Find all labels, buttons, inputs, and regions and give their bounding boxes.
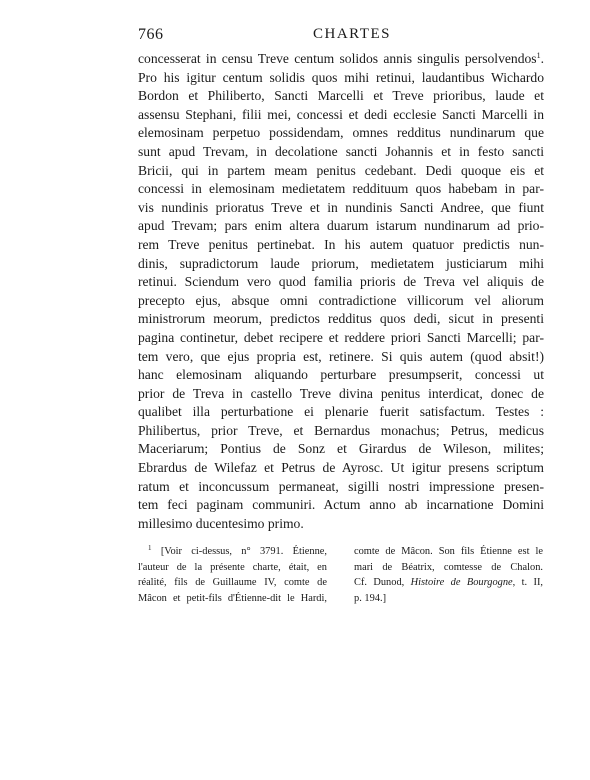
text-line: pagina continetur, debet recipere et reddere priori Sancti Marcelli; par- [138, 329, 544, 345]
text-line: Ebrardus de Wilefaz et Petrus de Ayrosc. Ut igitur presens scriptum [138, 460, 544, 476]
footnote-line: mari de Béatrix, comtesse de Chalon. [354, 561, 543, 573]
footnote-line: réalité, fils de Guillaume IV, comte de [138, 577, 327, 589]
page-number: 766 [138, 26, 164, 43]
text-line: vis nundinis prioratus Treve et in nundinis Sancti Andree, que fiunt [138, 199, 544, 215]
page-header [138, 26, 544, 50]
text-line: assensu Stephani, filii mei, concessi et dedi ecclesie Sancti Marcelli in [138, 106, 544, 122]
text-line: tem vero, que ejus propria est, retinere. Si quis autem (quod absit!) [138, 348, 544, 364]
text-line: Philibertus, prior Treve, et Bernardus monachus; Petrus, medicus [138, 422, 544, 438]
footnote-reference: 1 [536, 51, 541, 60]
text-line: hanc elemosinam aliquando perturbare presumpserit, concessi ut [138, 367, 544, 383]
running-title: CHARTES [313, 26, 391, 42]
text-line: retinui. Sciendum vero quod familia prioris de Treva vel aliquis de [138, 274, 544, 290]
text-line: prior de Treva in castello Treve divina penitus interdicat, donec de [138, 385, 544, 401]
cited-work-title: Histoire de Bourgogne [410, 577, 513, 589]
footnote-line: l'auteur de la présente charte, était, en [138, 561, 327, 573]
footnote-column-right [354, 544, 543, 606]
text-line: ratum et inconcussum permaneat, sigilli nostri impressione presen- [138, 478, 544, 494]
text-line: Bordon et Philiberto, Sancti Marcelli et Treve prioribus, laude et [138, 88, 544, 104]
text-line: sunt apud Trevam, in decolatione sancti Johannis et in festo sancti [138, 143, 544, 159]
text-line: concesserat in censu Treve centum solidos annis singulis persolvendos$^1$. [138, 51, 544, 66]
footnote-column-left [138, 544, 327, 606]
text-line: precepto ejus, absque omni contradictione villicorum vel aliorum [138, 292, 544, 308]
text-line: concessi in elemosinam medietatem reddituum quos habebam in par- [138, 181, 544, 197]
footnote-line: Mâcon et petit-fils d'Étienne-dit le Hardi, [138, 592, 327, 604]
text-line: elemosinam perpetuo possidendam, omnes redditus nundinarum que [138, 125, 544, 141]
footnote-line: Cf. Dunod, Histoire de Bourgogne, t. II, [354, 577, 544, 589]
text-line: dinis, supradictorum laude priorum, medietatem justiciarum mihi [138, 255, 544, 271]
text-line: millesimo ducentesimo primo. [138, 515, 304, 531]
text-line: Pro his igitur centum solidis quos mihi retinui, laudantibus Wichardo [138, 69, 544, 85]
text-line: apud Trevam; pars enim altera duarum istarum nundinarum ad prio- [138, 218, 544, 234]
footnote-line: p. 194.] [354, 592, 387, 604]
footnote-line: comte de Mâcon. Son fils Étienne est le [354, 546, 543, 557]
charter-text [138, 50, 544, 533]
footnote-line: $^1$ [Voir ci-dessus, n° 3791. Étienne, [148, 544, 327, 557]
text-line: Bricii, qui in partem meam penitus cedebant. Dedi quoque eis et [138, 162, 544, 178]
text-line: qualibet illa perturbatione ei plenarie fuerit satisfactum. Testes : [138, 404, 544, 420]
footnote-marker: 1 [148, 544, 152, 552]
text-line: rem Treve penitus pertinebat. In his autem quatuor predictis nun- [138, 236, 544, 252]
text-line: tem feci paginam communiri. Actum anno ab incarnatione Domini [138, 497, 544, 513]
text-line: ministrorum meorum, predictos redditus quos dedi, sicut in presenti [138, 311, 544, 327]
text-line: Maceriarum; Pontius de Sonz et Girardus de Wileson, milites; [138, 441, 544, 457]
